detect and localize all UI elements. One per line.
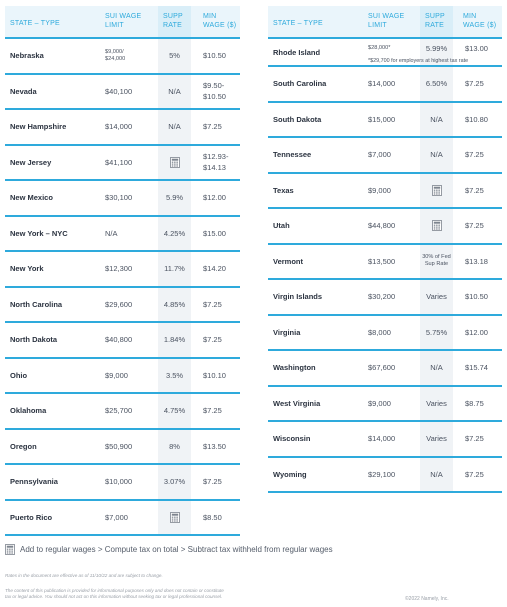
min-wage: $7.25 [465, 469, 484, 479]
state-name: Oregon [10, 441, 37, 451]
supp-rate: 11.7% [164, 264, 185, 274]
sui-wage-limit: $10,000 [105, 477, 133, 487]
supp-rate: 5.75% [425, 327, 448, 337]
table-row [268, 351, 502, 387]
min-wage: $10.50 [203, 51, 226, 61]
legend [5, 544, 333, 555]
sui-wage-limit-header [105, 13, 141, 30]
state-type-header: STATE – TYPE [273, 20, 323, 27]
supp-rate: 6.50% [425, 79, 448, 89]
supp-rate-values [422, 254, 451, 268]
supp-rate: 8% [169, 441, 180, 451]
supp-rate: 5.99% [425, 44, 448, 53]
supp-rate: 3.07% [163, 477, 186, 487]
supp-rate-header [163, 13, 183, 30]
sui-wage-limit: N/A [105, 228, 118, 238]
min-wage: $7.25 [465, 150, 484, 160]
supp-rate-header-line1: SUPP [425, 13, 445, 20]
state-type-header: STATE – TYPE [10, 20, 60, 27]
sui-wage-limit: $14,000 [368, 434, 396, 444]
supp-rate [158, 146, 191, 180]
min-wage: $7.25 [203, 477, 222, 487]
state-name: Oklahoma [10, 406, 47, 416]
min-wage-values [203, 151, 228, 173]
sui-wage-limit-header [368, 13, 404, 30]
copyright: ©2022 Namely, Inc. [405, 596, 449, 602]
sui-wage-limit: $40,100 [105, 86, 133, 96]
sui-wage-limit: $50,900 [105, 441, 133, 451]
sui-wage-limit: $14,000 [105, 122, 133, 132]
state-name: Nebraska [10, 51, 44, 61]
table-header [268, 6, 502, 39]
state-name: Wisconsin [273, 434, 311, 444]
sui-wage-limit-header-line2: LIMIT [368, 21, 387, 29]
state-name: Virgin Islands [273, 292, 323, 302]
supp-rate: N/A [430, 150, 443, 160]
min-wage: $8.75 [465, 398, 484, 408]
sui-wage-limit: $9,000 [368, 398, 391, 408]
supp-rate-header-line2: RATE [425, 21, 444, 29]
sui-wage-limit: $30,200 [368, 292, 396, 302]
min-wage: $7.25 [465, 434, 484, 444]
table-row [5, 252, 240, 288]
sui-wage-limit: $29,600 [105, 299, 133, 309]
min-wage-line2: $14.13 [203, 163, 226, 173]
state-name: Pennsylvania [10, 477, 58, 487]
supp-rate-line2: Sup Rate [424, 261, 449, 268]
min-wage: $13.18 [465, 256, 488, 266]
supp-rate: N/A [430, 469, 443, 479]
state-name: Virginia [273, 327, 301, 337]
supp-rate: Varies [426, 434, 447, 444]
state-name: New Mexico [10, 193, 53, 203]
table-row [268, 39, 502, 67]
sui-wage-limit: $25,700 [105, 406, 133, 416]
min-wage-header [203, 13, 236, 30]
min-wage-header-line2: WAGE ($) [463, 21, 497, 29]
supp-rate: 5% [169, 51, 180, 61]
table-row [268, 138, 502, 174]
supp-rate: N/A [168, 86, 181, 96]
min-wage: $13.00 [465, 44, 488, 53]
table-row [268, 209, 502, 245]
sui-wage-limit: $44,800 [368, 221, 396, 231]
min-wage: $13.50 [203, 441, 226, 451]
min-wage: $7.25 [203, 335, 222, 345]
state-name: Rhode Island [273, 47, 321, 57]
sui-wage-limit: $40,800 [105, 335, 133, 345]
sui-wage-limit: $15,000 [368, 114, 396, 124]
state-name: New York – NYC [10, 228, 68, 238]
state-name: Wyoming [273, 469, 307, 479]
supp-rate-line1: 30% of Fed [422, 254, 451, 261]
min-wage: $10.50 [465, 292, 488, 302]
supp-rate: N/A [430, 363, 443, 373]
table-row [5, 430, 240, 466]
sui-wage-limit: $9,000 [105, 370, 128, 380]
table-row [5, 359, 240, 395]
min-wage: $7.25 [465, 79, 484, 89]
min-wage-header-line2: WAGE ($) [203, 21, 237, 29]
min-wage: $14.20 [203, 264, 226, 274]
table-row [268, 245, 502, 281]
state-name: Texas [273, 185, 294, 195]
supp-rate: 1.84% [163, 335, 186, 345]
min-wage-header [463, 13, 496, 30]
supp-rate [420, 245, 453, 279]
state-name: New Jersey [10, 157, 52, 167]
supp-rate-header [425, 13, 445, 30]
table-row [5, 465, 240, 501]
min-wage-line2: $10.50 [203, 92, 226, 102]
state-name: Puerto Rico [10, 512, 53, 522]
table-row [268, 458, 502, 494]
sui-wage-limit-header-line1: SUI WAGE [368, 13, 405, 20]
table-row [268, 387, 502, 423]
table-header [5, 6, 240, 39]
min-wage: $12.00 [465, 327, 488, 337]
sui-wage-limit [105, 39, 125, 73]
min-wage-header-line1: MIN [203, 13, 217, 20]
supp-rate: 4.85% [163, 299, 186, 309]
sui-wage-limit: $7,000 [368, 150, 391, 160]
min-wage-line1: $12.93- [203, 152, 229, 162]
min-wage: $15.00 [203, 228, 226, 238]
supp-rate-header-line1: SUPP [163, 13, 183, 20]
supp-rate [158, 501, 191, 535]
legend-text: Add to regular wages > Compute tax on total > Subtract tax withheld from regular wages [20, 545, 333, 554]
state-name: Washington [273, 363, 316, 373]
supp-rate: Varies [426, 398, 447, 408]
min-wage: $15.74 [465, 363, 488, 373]
supp-rate: 4.25% [163, 228, 186, 238]
supp-rate: N/A [168, 122, 181, 132]
state-name: North Dakota [10, 335, 58, 345]
sui-wage-limit: $41,100 [105, 157, 133, 167]
disclaimer-line-1: The content of this publication is provided for informational purposes only and does not contain or constitute [5, 588, 224, 593]
sui-wage-limit: $28,000* [368, 45, 391, 51]
state-name: Tennessee [273, 150, 312, 160]
table-row [268, 174, 502, 210]
sui-wage-limit-header-line1: SUI WAGE [105, 13, 142, 20]
min-wage: $7.25 [465, 221, 484, 231]
table-row [5, 394, 240, 430]
state-name: South Carolina [273, 79, 327, 89]
table-row [268, 422, 502, 458]
left-table [5, 6, 240, 536]
state-name: North Carolina [10, 299, 63, 309]
state-name: Nevada [10, 86, 37, 96]
table-row [5, 217, 240, 253]
state-name: Utah [273, 221, 290, 231]
state-name: Vermont [273, 256, 304, 266]
table-row [5, 323, 240, 359]
table-row [5, 75, 240, 111]
table-row [5, 110, 240, 146]
calculator-icon [432, 185, 442, 196]
sui-wage-limit-line2: $24,000 [105, 55, 126, 62]
table-row [268, 67, 502, 103]
supp-rate [420, 209, 453, 243]
min-wage: $10.80 [465, 114, 488, 124]
calculator-icon [432, 220, 442, 231]
supp-rate: N/A [430, 114, 443, 124]
min-wage-header-line1: MIN [463, 13, 477, 20]
calculator-icon [5, 544, 15, 555]
sui-wage-limit: $8,000 [368, 327, 391, 337]
table-row [5, 146, 240, 182]
sui-wage-limit: $67,600 [368, 363, 396, 373]
sui-wage-limit: $14,000 [368, 79, 396, 89]
state-name: West Virginia [273, 398, 321, 408]
table-row [268, 280, 502, 316]
table-row [268, 103, 502, 139]
sui-wage-limit-values [105, 49, 125, 63]
table-row [5, 501, 240, 537]
min-wage [203, 75, 226, 109]
state-name: New Hampshire [10, 122, 67, 132]
table-row [5, 288, 240, 324]
supp-rate [420, 174, 453, 208]
sui-wage-limit: $30,100 [105, 193, 133, 203]
min-wage: $7.25 [203, 406, 222, 416]
state-name: New York [10, 264, 44, 274]
min-wage: $7.25 [465, 185, 484, 195]
right-table [268, 6, 502, 493]
calculator-icon [170, 512, 180, 523]
sui-wage-limit-line1: $9,000/ [105, 48, 124, 55]
state-name: South Dakota [273, 114, 322, 124]
state-name: Ohio [10, 370, 28, 380]
min-wage: $7.25 [203, 122, 222, 132]
sui-wage-limit-header-line2: LIMIT [105, 21, 124, 29]
min-wage: $10.10 [203, 370, 226, 380]
min-wage [203, 146, 228, 180]
min-wage: $8.50 [203, 512, 222, 522]
min-wage-values [203, 80, 226, 102]
supp-rate: 5.9% [165, 193, 184, 203]
min-wage: $7.25 [203, 299, 222, 309]
rhode-island-note: *$29,700 for employers at highest tax rate [368, 58, 469, 64]
sui-wage-limit: $29,100 [368, 469, 396, 479]
supp-rate: Varies [426, 292, 447, 302]
sui-wage-limit: $13,500 [368, 256, 396, 266]
sui-wage-limit: $9,000 [368, 185, 391, 195]
min-wage-line1: $9.50- [203, 81, 225, 91]
table-row [5, 39, 240, 75]
supp-rate-header-line2: RATE [163, 21, 182, 29]
rates-footnote: Rates in the document are effective as of 11/10/22 and are subject to change. [5, 573, 163, 578]
supp-rate: 3.5% [165, 370, 184, 380]
table-row [5, 181, 240, 217]
calculator-icon [170, 157, 180, 168]
min-wage: $12.00 [203, 193, 226, 203]
sui-wage-limit: $7,000 [105, 512, 128, 522]
table-row [268, 316, 502, 352]
sui-wage-limit: $12,300 [105, 264, 133, 274]
disclaimer-line-2: tax or legal advice. You should not act on this information without seeking tax or legal professional counsel. [5, 594, 223, 599]
supp-rate: 4.75% [163, 406, 186, 416]
